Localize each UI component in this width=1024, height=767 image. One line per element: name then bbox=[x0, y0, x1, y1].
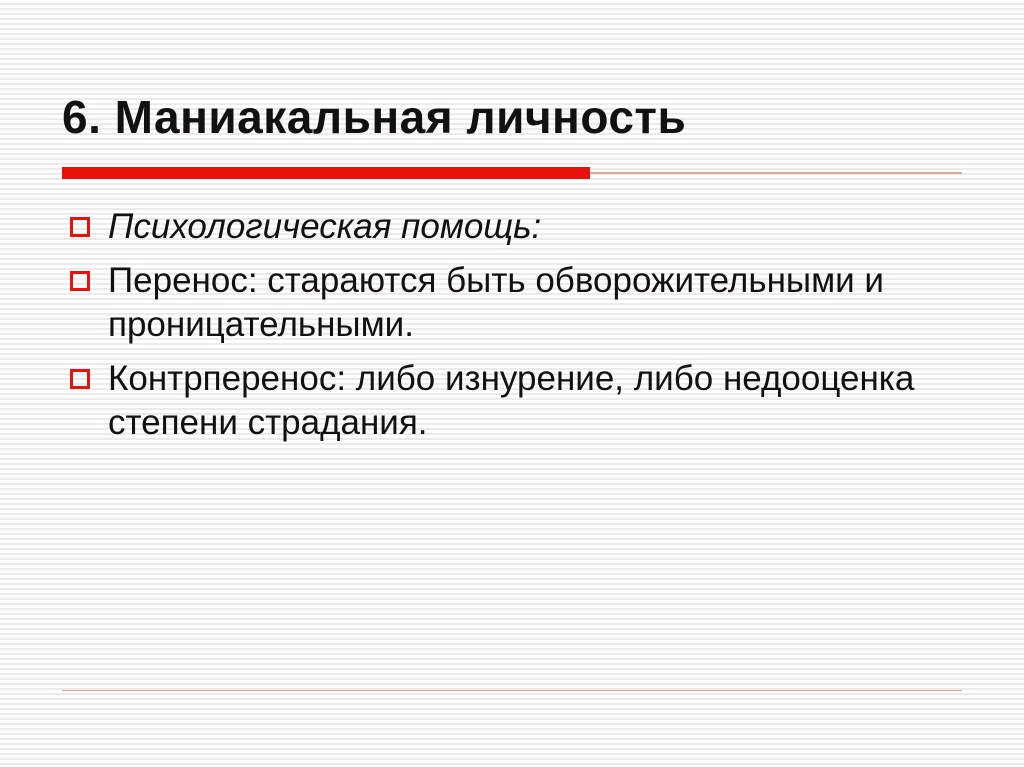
list-item-label: Перенос: стараются быть обворожительными и проницательными. bbox=[108, 261, 884, 345]
footer-divider-line bbox=[62, 690, 962, 691]
list-item bbox=[70, 357, 960, 445]
list-item bbox=[70, 259, 960, 347]
square-outline-marker-icon bbox=[70, 369, 90, 389]
list-item-label: Психологическая помощь: bbox=[108, 207, 542, 246]
bullet-list bbox=[70, 205, 960, 455]
title-accent-bar bbox=[62, 167, 590, 179]
list-item bbox=[70, 205, 960, 249]
square-outline-marker-icon bbox=[70, 217, 90, 237]
list-item-label: Контрперенос: либо изнурение, либо недооценка степени страдания. bbox=[108, 359, 915, 443]
page-title: 6. Маниакальная личность bbox=[62, 91, 687, 143]
title-block bbox=[62, 92, 962, 143]
square-outline-marker-icon bbox=[70, 271, 90, 291]
